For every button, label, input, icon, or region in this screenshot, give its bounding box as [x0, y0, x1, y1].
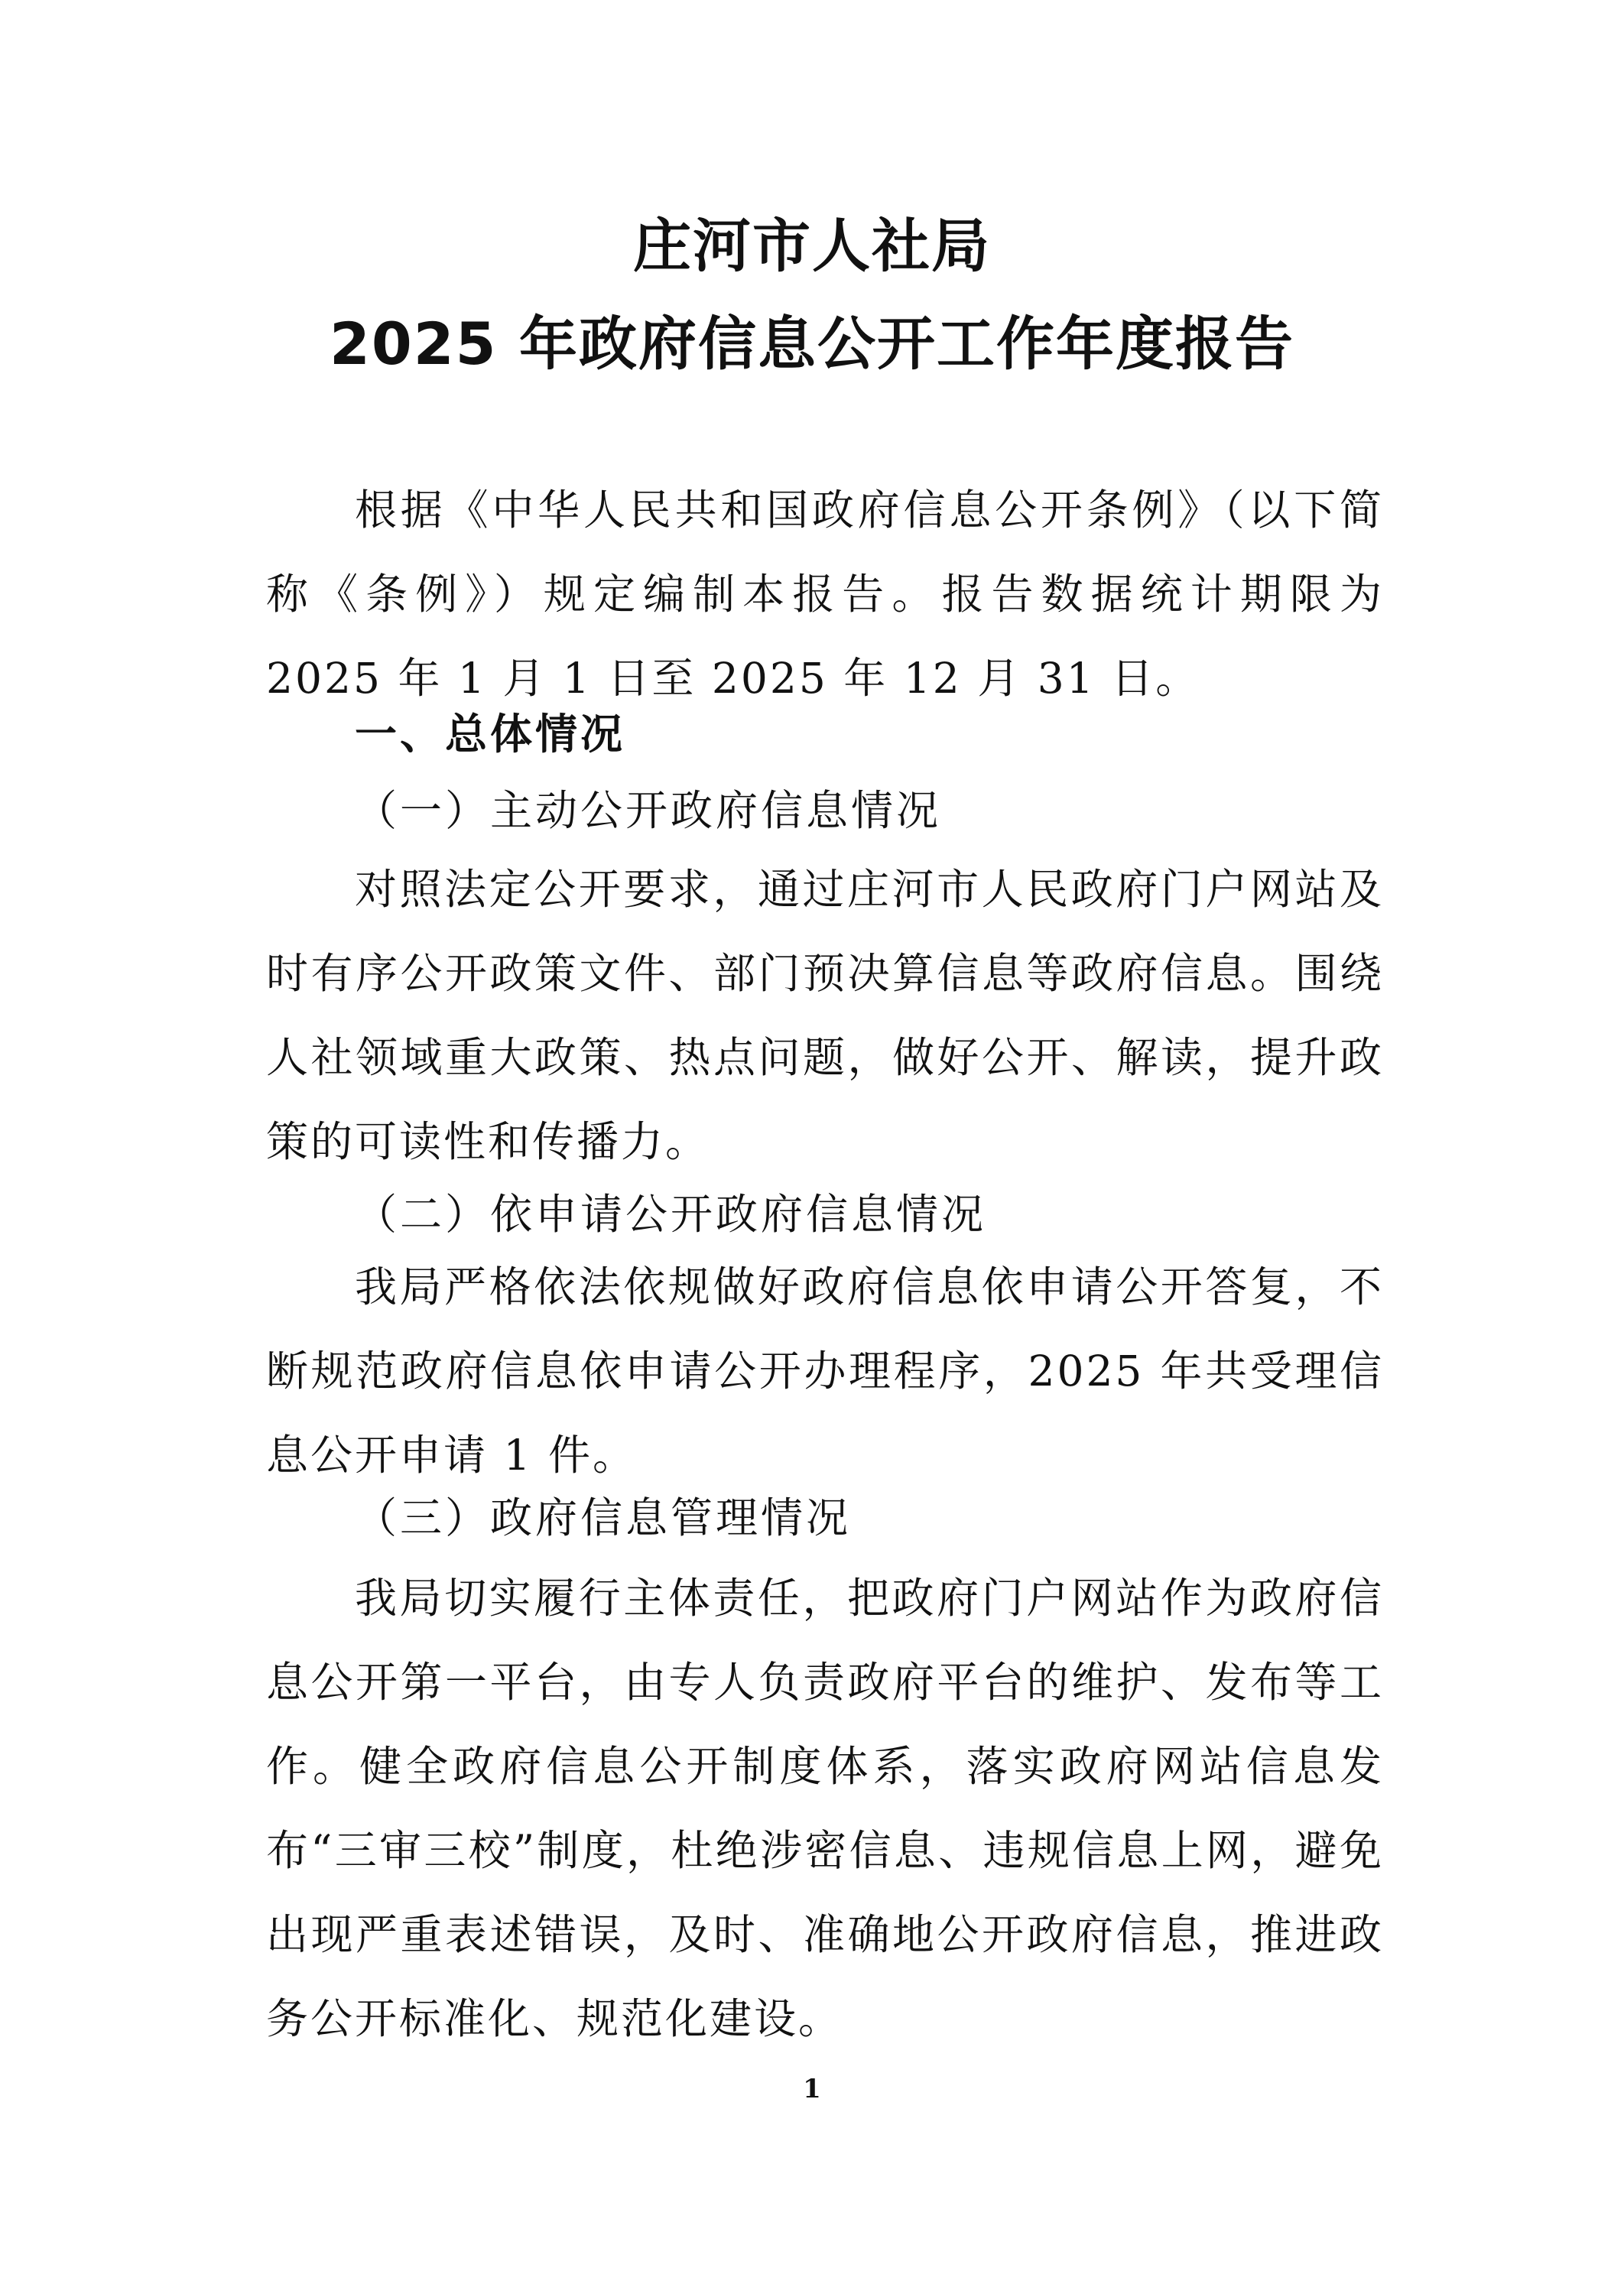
document-title-line1: 庄河市人社局: [633, 212, 991, 280]
paragraph-application-disclosure: 我局严格依法依规做好政府信息依申请公开答复，不断规范政府信息依申请公开办理程序，2025 年共受理信息公开申请 1 件。: [266, 1262, 1384, 1480]
subsection-heading-information-management: （三）政府信息管理情况: [355, 1493, 852, 1542]
document-title-line2: 2025 年政府信息公开工作年度报告: [330, 310, 1294, 378]
section-heading-overall: 一、总体情况: [355, 710, 626, 759]
paragraph-information-management: 我局切实履行主体责任，把政府门户网站作为政府信息公开第一平台，由专人负责政府平台的维护、发布等工作。健全政府信息公开制度体系，落实政府网站信息发布“三审三校”制度，杜绝涉密信息、违规信息上网，避免出现严重表述错误，及时、准确地公开政府信息，推进政务公开标准化、规范化建设。: [266, 1574, 1384, 2043]
paragraph-proactive-disclosure: 对照法定公开要求，通过庄河市人民政府门户网站及时有序公开政策文件、部门预决算信息等政府信息。围绕人社领域重大政策、热点问题，做好公开、解读，提升政策的可读性和传播力。: [266, 865, 1384, 1166]
page-number: 1: [803, 2074, 821, 2104]
subsection-heading-application-disclosure: （二）依申请公开政府信息情况: [355, 1190, 987, 1239]
subsection-heading-proactive-disclosure: （一）主动公开政府信息情况: [355, 786, 942, 835]
intro-paragraph: 根据《中华人民共和国政府信息公开条例》（以下简称《条例》）规定编制本报告。报告数据统计期限为 2025 年 1 月 1 日至 2025 年 12 月 31 日。: [266, 486, 1384, 703]
